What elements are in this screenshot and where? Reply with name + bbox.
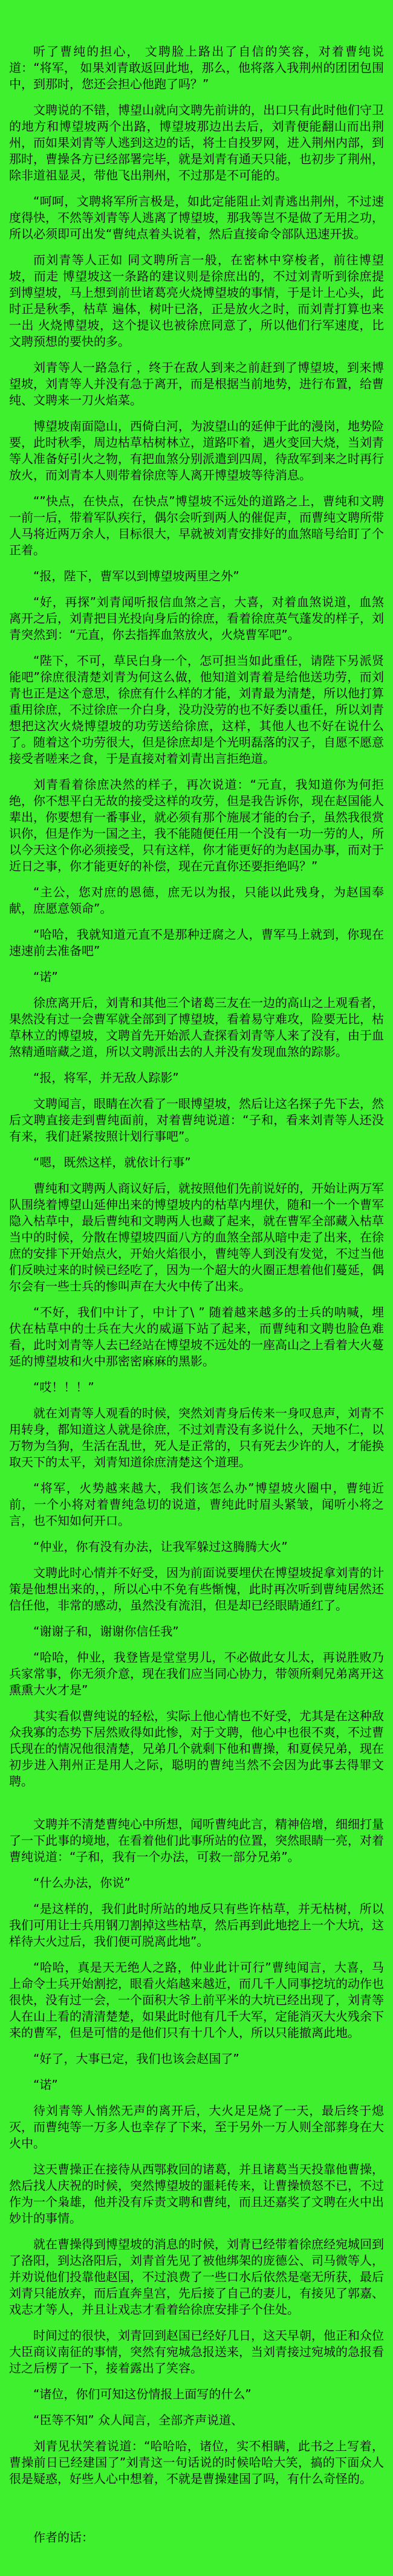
novel-paragraph: “呵呵，文聘将军所言极是，如此定能阻止刘青逃出荆州，不过速度得快，不然等刘青等人逃离了博望坡，那我等岂不是做了无用之功，所以必须即可出发“曹纯点着头说着，然后直接命令部队迅速开拔。 xyxy=(9,194,384,241)
novel-paragraph: 刘青看着徐庶决然的样子，再次说道：“元直，我知道你为何拒绝，你不想平白无故的接受这样的攻劳，但是我告诉你，现在赵国能人辈出，你要想有一番事业，就必须有那个施展才能的台子，虽然我很赏识你，但是作为一国之主，我不能随便任用一个没有一功一劳的人，所以今天这个你必须接受，只有这样，你才能更好的为赵国办事，而对于近日之事，你才能更好的补偿，现在元直你还要拒绝吗？” xyxy=(9,777,384,873)
novel-paragraph: “是这样的，我们此时所站的地反只有些许枯草，并无枯树，所以我们可用让士兵用钢刀割掉这些枯草，然后再到此地挖上一个大坑，这样待大火过后，我们便可脱离此地”。 xyxy=(9,1901,384,1949)
novel-paragraph: 而刘青等人正如 同文聘所言一般，在密林中穿梭者，前往博望坡，而走 博望坡这一条路的建议则是徐庶出的，不过刘青听到徐庶提到博望坡，马上想到前世诸葛亮火烧博望坡的事情，于是计上心头，此时正是秋季，枯草 遍体，树叶已洛，正是放火之时，而刘青打算也来一出 火烧博望坡，这个提议也被徐庶同意了，所以他们行军速度，比文聘预想的要快的多。 xyxy=(9,253,384,349)
novel-paragraph: 时间过的很快，刘青回到赵国已经好几日，这天早朝，他正和众位大臣商议南征的事情，突然有宛城急报送来，当刘青接过宛城的急报看过之后楞了一下，接着露出了笑容。 xyxy=(9,2328,384,2375)
novel-paragraph: 就在曹操得到博望坡的消息的时候，刘青已经带着徐庶经宛城回到了洛阳，到达洛阳后，刘青首先见了被他绑架的庞德公、司马微等人，并劝说他们投靠他赵国，不过浪费了一些口水后依然是毫无所获，最后刘青只能放弃，而后直奔皇宫，先后接了自己的妻儿，有接见了郭嘉、戏志才等人，并且让戏志才看着给徐庶安排子个住处。 xyxy=(9,2237,384,2317)
novel-paragraph: 就在刘青等人观看的时候，突然刘青身后传来一身叹息声，刘青不用转身，都知道这人就是徐庶，不过刘青没有多说什么，天地不仁，以万物为刍狗，生活在乱世，死人是正常的，只有死去少许的人，才能换取天下的太平，刘青知道徐庶清楚这个道理。 xyxy=(9,1406,384,1469)
novel-paragraph: “嗯，既然这样，就依计行事” xyxy=(33,1155,191,1170)
novel-paragraph: 文聘并不清楚曹纯心中所想，闻听曹纯此言，精神倍增，细细打量了一下此事的境地，在看着他们此事所站的位置，突然眼睛一亮，对着曹纯说道：“子和，我有一个办法，可救一部分兄弟”。 xyxy=(9,1817,384,1864)
novel-paragraph: “好了，大事已定，我们也该会赵国了” xyxy=(33,2051,239,2066)
novel-paragraph: “将军，火势越来越大，我们该怎么办”博望坡火圈中，曹纯近前，一个小将对着曹纯急切的说道，曹纯此时眉头紧皱，闻听小将之言，也不知如何开口。 xyxy=(9,1481,384,1528)
novel-paragraph: 徐庶离开后，刘青和其他三个诸葛三友在一边的高山之上观看者，果然没有过一会曹军就全部到了博望坡，看着易守难攻，险要无比，枯草林立的博望坡，文聘首先开始派人查探看刘青等人来了没有，由于血煞精通暗藏之道，所以文聘派出去的人并没有发现血煞的踪影。 xyxy=(9,995,384,1059)
novel-paragraph: 刘青等人一路急行 ，终于在敌人到来之前赶到了博望坡，到来博望坡，刘青等人并没有急于离开，而是根据当前地势，进行布置，给曹纯、文聘来一刀火焰菜。 xyxy=(9,360,384,407)
novel-paragraph: “”快点，在快点，在快点”博望坡不远处的道路之上，曹纯和文聘一前一后，带着军队疾行，偶尔会听到两人的催促声，而曹纯文聘所带人马将近两万余人，目标很大，早就被刘青安排好的血煞暗号给盯了个正着。 xyxy=(9,494,384,557)
novel-paragraph: 刘青见状笑着说道：“哈哈哈，诸位，实不相瞒，此书之上写着，曹操前日已经建国了”刘青这一句话说的时候哈哈大笑，搞的下面众人很是疑惑，好些人心中想着，不就是曹操建国了吗，有什么奇怪的。 xyxy=(9,2439,384,2486)
novel-paragraph: 待刘青等人悄然无声的离开后，大火足足烧了一天，最后终于熄灭，而曹纯等一万多人也幸存了下来，至于另外一万人则全部葬身在大火中。 xyxy=(9,2103,384,2150)
novel-paragraph: 其实看似曹纯说的轻松，实际上他心情也不好受，尤其是在这种敌众我寡的态势下居然败得如此惨，对于文聘，他心中也很不爽，不过曹氏现在的情况他很清楚，兄弟几个就剩下他和曹操，和夏侯兄弟，现在初步进入荆州正是用人之际，聪明的曹纯当然不会因为此事去得罪文聘。 xyxy=(9,1709,384,1788)
novel-paragraph: “主公，您对庶的恩德，庶无以为报，只能以此残身，为赵国奉献，庶愿意领命”。 xyxy=(9,885,384,916)
novel-paragraph: “诺” xyxy=(33,2077,58,2092)
novel-paragraph: “不好，我们中计了，中计了\ ” 随着越来越多的士兵的呐喊，埋伏在枯草中的士兵在大火的威逼下站了起来，而曹纯和文聘也脸色难看，此时刘青等人去已经站在博望坡不远处的一座高山之上看着大火蔓延的博望坡和火中那密密麻麻的黑影。 xyxy=(9,1305,384,1368)
novel-paragraph: 这天曹操正在接待从西鄂救回的诸葛，并且诸葛当天投靠他曹操，然后找人庆祝的时候，突然博望坡的噩耗传来，让曹操愤怒不已，不过作为一个枭雄，他并没有斥责文聘和曹纯，而且还嘉奖了文聘在火中出妙计的事情。 xyxy=(9,2162,384,2225)
novel-paragraph: “诺” xyxy=(33,969,58,984)
author-note-label: 作者的话： xyxy=(33,2530,94,2545)
novel-paragraph: “谢谢子和，谢谢你信任我” xyxy=(33,1624,179,1639)
novel-paragraph: “哈哈，真是天无绝人之路，仲业此计可行”曹纯闻言，大喜，马上命令士兵开始割挖，眼看火焰越来越近，而几千人同事挖坑的动作也很快，没有过一会，一个面积大爷上前平米的大坑已经出现了，刘青等人在山上看的清清楚楚，如果此时他有几千大军，定能消灭大火残余下来的曹军，但是可惜的是他们只有十几个人，所以只能撤离此地。 xyxy=(9,1960,384,2040)
novel-paragraph: “臣等不知” 众人闻言，全部齐声说道、 xyxy=(33,2413,244,2427)
novel-paragraph: “报，陛下，曹军以到博望坡两里之外” xyxy=(33,569,239,583)
novel-paragraph: “陛下，不可，草民白身一个，怎可担当如此重任，请陛下另派贤能吧”徐庶很清楚刘青为何这么做，他知道刘青着是给他送功劳，而刘青也正是这个意思，徐庶有什么样的才能，刘青最为清楚，所以他打算重用徐庶，不过徐庶一介白身，没功没劳的也不好委以重任，所以刘青想把这次火烧博望坡的功劳送给徐庶，这样，其他人也不好在说什么了。随着这个功劳很大，但是徐庶却是个光明磊落的汉子，自愿不愿意接受者嗟来之食，于是直接对着刘青出言拒绝道。 xyxy=(9,653,384,766)
novel-paragraph: “什么办法，你说” xyxy=(33,1875,131,1890)
novel-paragraph: “好，再探”刘青闻听报信血煞之言，大喜，对着血煞说道，血煞离开之后，刘青把目光投向身后的徐庶，看着徐庶英气蓬发的样子，刘青突然到：“元直，你去指挥血煞放火，火烧曹军吧”。 xyxy=(9,595,384,642)
novel-paragraph: “哎！！！” xyxy=(33,1380,94,1394)
novel-paragraph: “报，将军，并无敌人踪影” xyxy=(33,1070,179,1085)
novel-paragraph: “哈哈，仲业，我登皆是堂堂男儿，不必做此女儿太，再说胜败乃兵家常事，你无须介意，现在我们应当同心协力，带领所剩兄弟离开这熏熏大火才是” xyxy=(9,1650,384,1697)
novel-paragraph: “诸位，你们可知这份情报上面写的什么” xyxy=(33,2387,252,2401)
novel-paragraph: “仲业，你有没有办法，让我军躲过这腾腾大火” xyxy=(33,1539,288,1554)
novel-paragraph: 曹纯和文聘两人商议好后，就按照他们先前说好的，开始让两万军队围绕着博望山延伸出来的博望坡内的枯草内埋伏，随和一个一个曹军隐入枯草中，最后曹纯和文聘两人也藏了起来，就在曹军全部藏入枯草当中的时候，分散在博望坡四面八方的血煞全部从暗中走了出来，在徐庶的安排下开始点火，开始火焰很小，曹纯等人到没有发觉，不过当他们反映过来的时候已经吃了，因为一个超大的火圈正想着他们蔓延，偶尔会有一些士兵的惨叫声在大火中传了出来。 xyxy=(9,1181,384,1293)
novel-paragraph: 文聘闻言，眼睛在次看了一眼博望坡，然后让这名探子先下去，然后文聘直接走到曹纯面前，对着曹纯说道：“子和，看来刘青等人还没有来，我们赶紧按照计划行事吧”。 xyxy=(9,1096,384,1144)
novel-article xyxy=(9,44,384,2487)
novel-paragraph: “哈哈，我就知道元直不是那种迂腐之人，曹军马上就到，你现在速速前去准备吧” xyxy=(9,927,384,958)
novel-paragraph: 听了曹纯的担心， 文聘脸上路出了自信的笑容，对着曹纯说道：“将军， 如果刘青敢返回此地，那么，他将落入我荆州的团团包围中，到那时，您还会担心他跑了吗？” xyxy=(9,44,384,91)
novel-paragraph: 博望坡南面隐山，西倚白河，为波望山的延伸于此的漫岗，地势险要，此时秋季，周边枯草枯树林立，道路吓着，遇火变回大烧，当刘青等人准备好引火之物，有把血煞分别派遣到四周，待敌军到来之时再行放火，而刘青本人则带着徐庶等人离开博望坡等待消息。 xyxy=(9,419,384,482)
novel-paragraph: 文聘说的不错，博望山就向文聘先前讲的，出口只有此时他们守卫的地方和博望坡两个出路，博望坡那边出去后，刘青便能翻山而出荆州，而如果刘青等人逃到这边的话，将士自投罗网，进入荆州内部，到那时，曹操各方已经部署完毕，就是刘青有通天只能，也初步了荆州，除非道祖显灵，带他飞出荆州，不过那是不可能的。 xyxy=(9,103,384,183)
novel-paragraph: 文聘此时心情并不好受，因为前面说要埋伏在博望坡捉拿刘青的计策是他想出来的，，所以心中不免有些惭愧，此时再次听到曹纯居然还信任他，非常的感动，虽然没有流泪，但是却已经眼睛通红了。 xyxy=(9,1565,384,1613)
